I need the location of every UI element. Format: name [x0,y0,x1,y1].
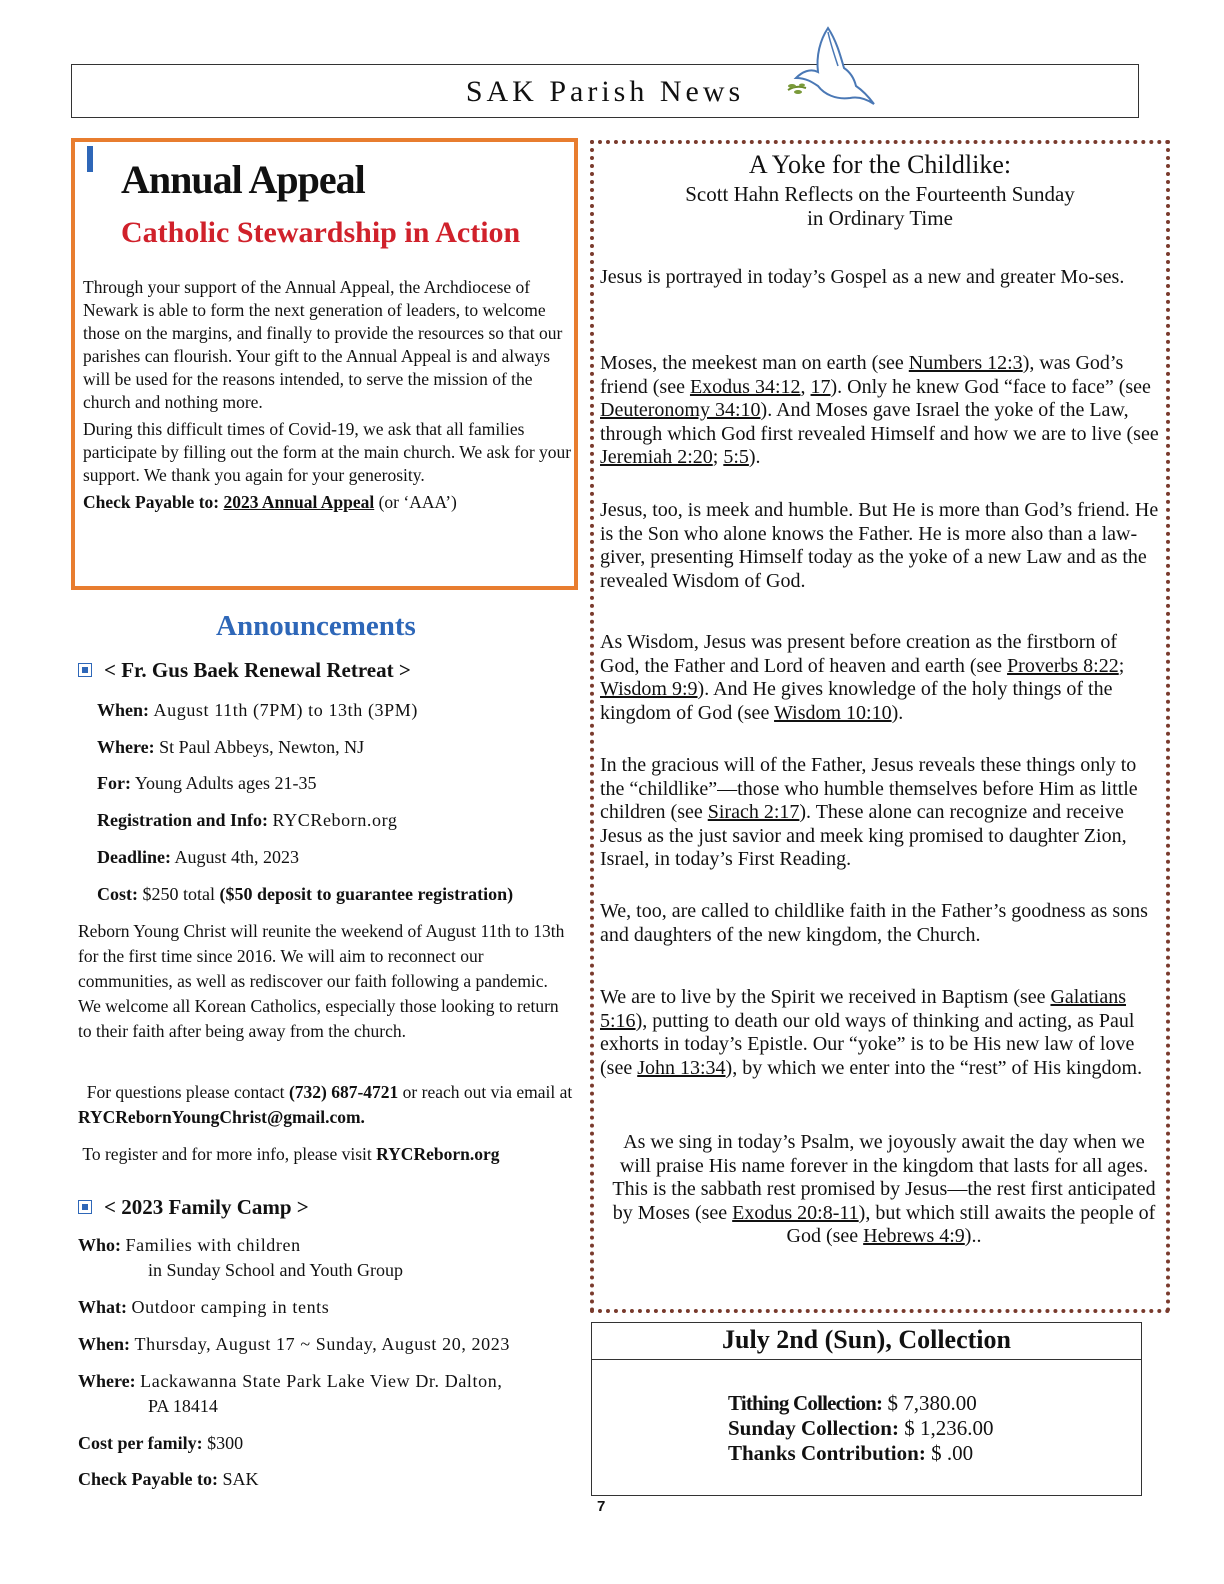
scripture-ref: Wisdom 10:10 [774,701,892,724]
camp-check: Check Payable to: SAK [78,1469,259,1489]
retreat-description: Reborn Young Christ will reunite the weekend of August 11th to 13th for the first time since 2016. We will aim to reconnect our communities, as well as rediscover our faith following a pandemic. We welcome all Korean Catholics, especially those looking to return to their faith after being away from the church. [78,921,565,1041]
check-label: Check Payable to: [83,492,220,512]
article-paragraph: As Wisdom, Jesus was present before creation as the firstborn of God, the Father and Lord of heaven and earth (see Proverbs 8:22; Wisdom 9:9). And He gives knowledge of the holy things of the kingdom of God (see Wisdom 10:10). [600,631,1125,724]
annual-appeal-box [71,138,578,590]
scripture-ref: 5:5 [723,446,749,469]
accent-bar [87,146,93,172]
scripture-ref: John 13:34 [637,1056,726,1079]
scripture-ref: Deuteronomy 34:10 [600,399,761,422]
retreat-where: Where: St Paul Abbeys, Newton, NJ [97,737,365,757]
camp-who: Who: Families with children [78,1235,301,1255]
retreat-register: To register and for more info, please visit RYCReborn.org [82,1144,500,1164]
tithing-collection: Tithing Collection: $ 7,380.00 [728,1391,977,1415]
scripture-ref: Hebrews 4:9 [863,1225,965,1248]
article-paragraph: Jesus, too, is meek and humble. But He is more than God’s friend. He is the Son who alone knows the Father. He is more also than a law-giver, presenting Himself today as the yoke of a new Law and as the revealed Wisdom of God. [600,499,1159,592]
camp-cost: Cost per family: $300 [78,1433,244,1453]
newsletter-header [71,64,1139,118]
bullet-square-icon [78,1200,92,1214]
page-number: 7 [597,1498,606,1515]
retreat-when: When: August 11th (7PM) to 13th (3PM) [97,700,418,720]
scripture-ref: Wisdom 9:9 [600,678,698,701]
thanks-contribution: Thanks Contribution: $ .00 [728,1441,974,1465]
dove-icon [780,20,880,120]
article-paragraph: We, too, are called to childlike faith in the Father’s goodness as sons and daughters of the new kingdom, the Church. [600,900,1148,946]
scripture-ref: Exodus 34:12 [689,375,801,398]
scripture-ref: Galatians 5:16 [600,986,1126,1032]
reflection-article [590,140,1170,1313]
article-paragraph: We are to live by the Spirit we received in Baptism (see Galatians 5:16), putting to death our old ways of thinking and acting, as Paul exhorts in today’s Epistle. Our “yoke” is to be His new law of love (see John 13:34), by which we enter into the “rest” of His kingdom. [600,986,1143,1079]
article-paragraph: As we sing in today’s Psalm, we joyously await the day when we will praise His name forever in the kingdom that lasts for all ages. This is the sabbath rest promised by Jesus—the rest first anticipated by Moses (see Exodus 20:8-11), but which still awaits the people of God (see Hebrews 4:9).. [612,1131,1156,1248]
check-value: 2023 Annual Appeal [223,492,375,512]
collection-box [591,1322,1142,1496]
appeal-body [83,276,575,514]
article-paragraph: Moses, the meekest man on earth (see Numbers 12:3), was God’s friend (see Exodus 34:12, 17). Only he knew God “face to face” (see Deuteronomy 34:10). And Moses gave Israel the yoke of the Law, through which God first revealed Himself and how we are to live (see Jeremiah 2:20; 5:5). [600,352,1159,469]
check-suffix: (or ‘AAA’) [378,492,457,512]
bullet-square-icon [78,663,92,677]
article-paragraph: Jesus is portrayed in today’s Gospel as a new and greater Mo-ses. [600,266,1125,288]
scripture-ref: 17 [810,375,831,398]
camp-what: What: Outdoor camping in tents [78,1297,330,1317]
retreat-cost: Cost: $250 total ($50 deposit to guarantee registration) [97,884,514,904]
scripture-ref: Sirach 2:17 [707,801,800,824]
retreat-title: < Fr. Gus Baek Renewal Retreat > [78,658,411,683]
appeal-subtitle: Catholic Stewardship in Action [121,216,521,249]
appeal-paragraph: During this difficult times of Covid-19, we ask that all families participate by filling out the form at the main church. We ask for your support. We thank you again for your generosity. [83,419,572,485]
sunday-collection: Sunday Collection: $ 1,236.00 [728,1416,994,1440]
camp-where-detail: PA 18414 [148,1396,218,1416]
article-paragraph: In the gracious will of the Father, Jesus reveals these things only to the “childlike”—those who humble themselves before Him as little children (see Sirach 2:17). These alone can recognize and receive Jesus as the just savior and meek king promised to daughter Zion, Israel, in today’s First Reading. [600,754,1138,871]
camp-who-detail: in Sunday School and Youth Group [148,1260,404,1280]
article-subtitle: Scott Hahn Reflects on the Fourteenth Sunday in Ordinary Time [685,182,1075,230]
scripture-ref: Jeremiah 2:20 [600,446,713,469]
scripture-ref: Exodus 20:8-11 [732,1201,859,1224]
collection-title: July 2nd (Sun), Collection [592,1323,1141,1360]
article-title: A Yoke for the Childlike: [748,150,1012,179]
camp-title: < 2023 Family Camp > [78,1195,309,1220]
retreat-deadline: Deadline: August 4th, 2023 [97,847,300,867]
scripture-ref: Proverbs 8:22 [1007,654,1119,677]
camp-where: Where: Lackawanna State Park Lake View Dr. Dalton, [78,1371,503,1391]
collection-details [728,1391,993,1466]
camp-when: When: Thursday, August 17 ~ Sunday, August 20, 2023 [78,1334,510,1354]
appeal-title: Annual Appeal [121,157,365,202]
scripture-ref: Numbers 12:3 [908,352,1023,374]
appeal-paragraph: Through your support of the Annual Appeal, the Archdiocese of Newark is able to form the next generation of leaders, to welcome those on the margins, and finally to provide the resources so that our parishes can flourish. Your gift to the Annual Appeal is and always will be used for the reasons intended, to serve the mission of the church and nothing more. [83,277,563,412]
newsletter-title: SAK Parish News [465,75,745,108]
retreat-for: For: Young Adults ages 21-35 [97,773,317,793]
announcements-heading: Announcements [216,610,416,642]
retreat-registration: Registration and Info: RYCReborn.org [97,810,398,830]
retreat-contact: For questions please contact (732) 687-4721 or reach out via email at RYCRebornYoungChrist@gmail.com. [78,1082,573,1127]
appeal-check-line [83,491,575,514]
